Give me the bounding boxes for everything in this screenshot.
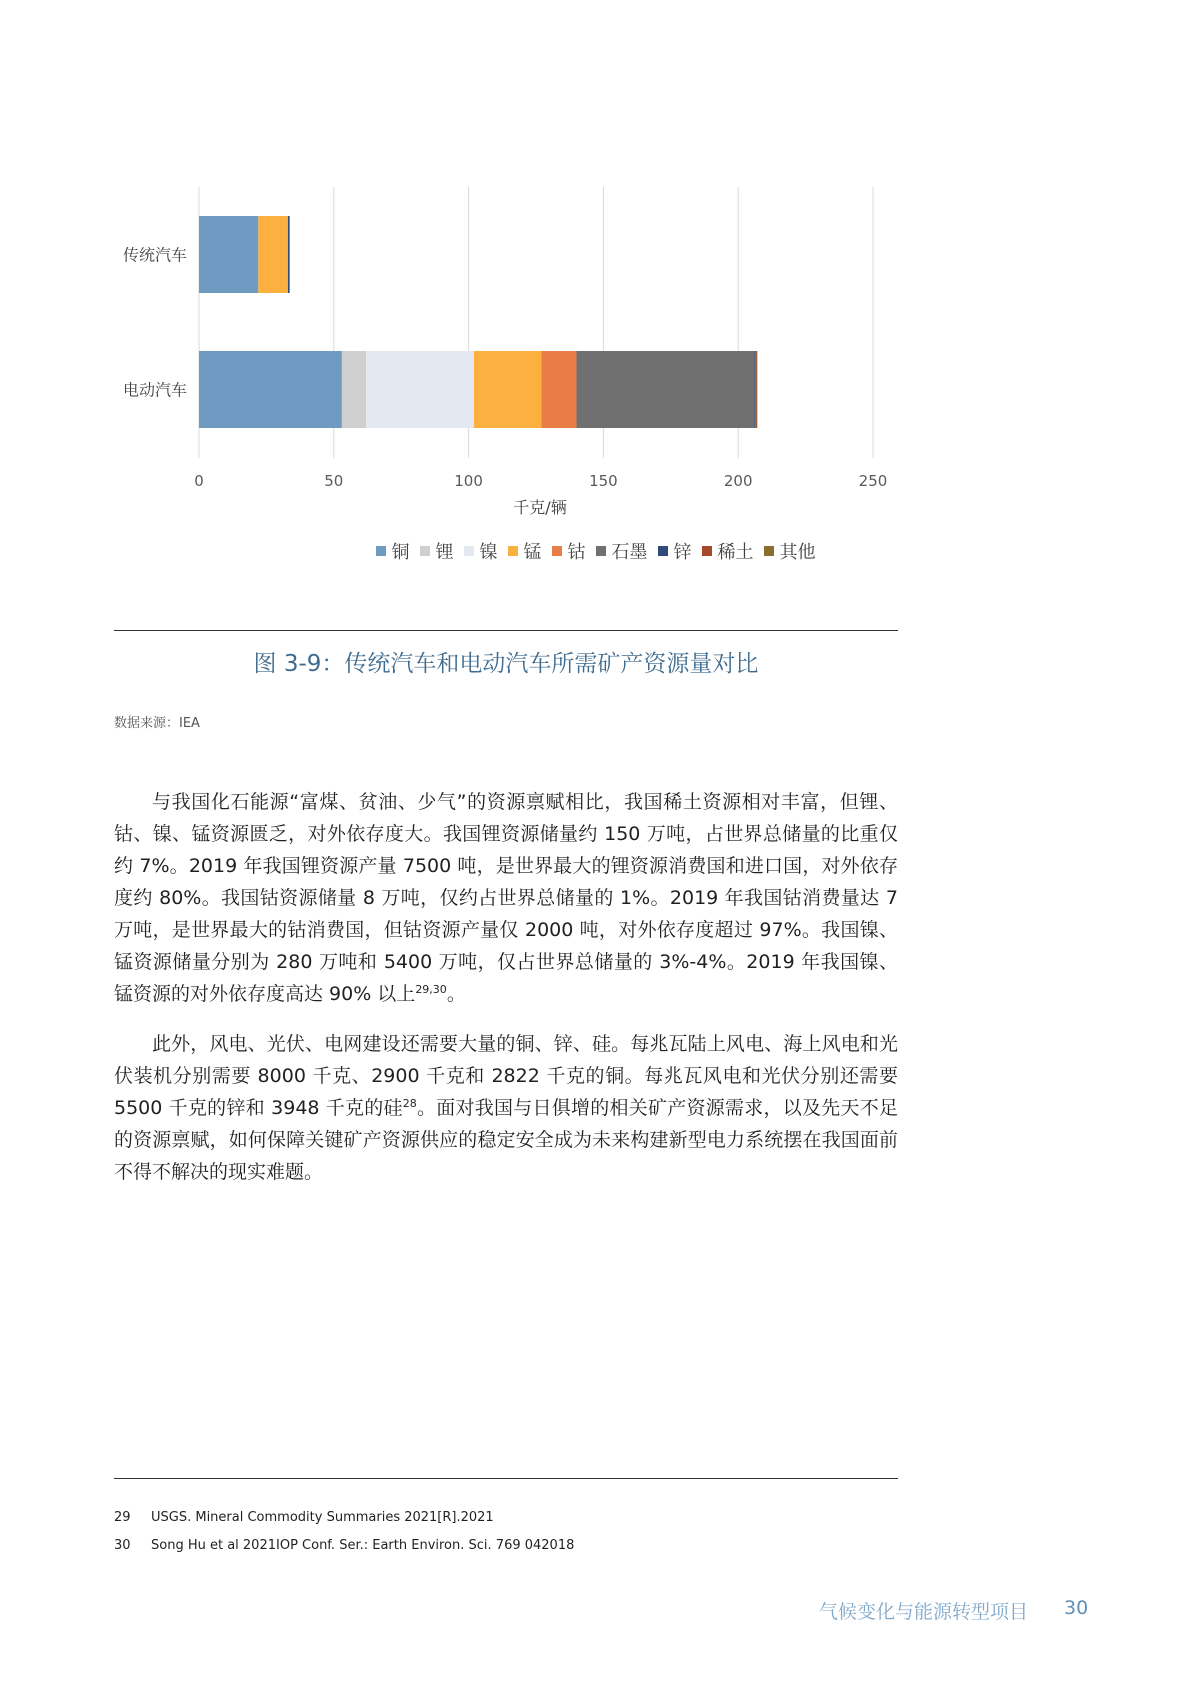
bar-segment: [258, 216, 288, 293]
legend-swatch: [702, 546, 712, 556]
chart-bars: [199, 216, 757, 428]
legend-item: [658, 538, 692, 564]
legend-item: [552, 538, 586, 564]
legend-item: [764, 538, 816, 564]
bar-segment: [288, 216, 289, 293]
bar-segment: [754, 351, 755, 428]
footnote-text: USGS. Mineral Commodity Summaries 2021[R].2021: [151, 1510, 494, 1525]
x-tick-label: 250: [858, 472, 888, 490]
bar-segment: [755, 351, 756, 428]
legend-label: 镍: [479, 542, 498, 563]
bar-segment: [576, 351, 754, 428]
legend-label: 锰: [523, 542, 542, 563]
bar-segment: [342, 351, 366, 428]
footnote-number: 29: [114, 1510, 131, 1525]
category-label: 传统汽车: [122, 245, 187, 265]
caption-top-rule: [114, 630, 898, 631]
category-labels: [123, 246, 187, 400]
legend-item: [596, 538, 648, 564]
body-paragraph-1: [114, 786, 898, 1010]
paragraph-end: 。面对我国与日俱增的相关矿产资源需求，以及先天不足的资源禀赋，如何保障关键矿产资源供应的稳定安全成为未来构建新型电力系统摆在我国面前不得不解决的现实难题。: [114, 1097, 898, 1183]
x-tick-label: 200: [723, 472, 753, 490]
footnote-text: Song Hu et al 2021IOP Conf. Ser.: Earth Environ. Sci. 769 042018: [151, 1538, 575, 1553]
legend-label: 铜: [391, 542, 410, 563]
figure-source: 数据来源：IEA: [114, 716, 200, 731]
legend-swatch: [764, 546, 774, 556]
bar-segment: [199, 216, 258, 293]
legend-label: 石墨: [611, 542, 648, 563]
paragraph-text: 此外，风电、光伏、电网建设还需要大量的铜、锌、硅。每兆瓦陆上风电、海上风电和光伏装机分别需要 8000 千克、2900 千克和 2822 千克的铜。每兆瓦风电和光伏分别还需要 5500 千克的锌和 3948 千克的硅: [114, 1033, 898, 1119]
bar-segment: [289, 216, 290, 293]
footer-title: 气候变化与能源转型项目: [818, 1601, 1028, 1623]
paragraph-end: 。: [446, 983, 466, 1005]
x-axis-label: 千克/辆: [513, 498, 567, 517]
x-tick-label: 100: [454, 472, 483, 490]
category-label: 电动汽车: [122, 380, 187, 400]
legend-swatch: [464, 546, 474, 556]
legend-item: [376, 538, 410, 564]
citation-ref: 28: [402, 1097, 417, 1110]
footnote-rule: [114, 1478, 898, 1479]
figure-caption: 图 3-9：传统汽车和电动汽车所需矿产资源量对比: [253, 651, 759, 677]
footnote-30: [114, 1538, 574, 1553]
citation-ref: 29,30: [415, 983, 447, 996]
legend-item: [508, 538, 542, 564]
x-tick-label: 0: [194, 472, 204, 490]
legend-swatch: [376, 546, 386, 556]
stacked-bar-chart: [0, 0, 1191, 530]
footnote-number: 30: [114, 1538, 131, 1553]
bar-segment: [757, 351, 758, 428]
bar-segment: [541, 351, 576, 428]
legend-swatch: [658, 546, 668, 556]
bar-segment: [199, 351, 342, 428]
legend-item: [420, 538, 454, 564]
legend-label: 其他: [779, 542, 816, 563]
legend-label: 钴: [567, 542, 586, 563]
legend-label: 锂: [435, 542, 454, 563]
legend-label: 稀土: [717, 542, 754, 563]
footnote-29: [114, 1510, 494, 1525]
x-tick-label: 150: [589, 472, 618, 490]
bar-segment: [366, 351, 474, 428]
body-paragraph-2: [114, 1028, 898, 1188]
bar-segment: [474, 351, 541, 428]
legend-swatch: [596, 546, 606, 556]
x-tick-labels: [194, 472, 887, 490]
legend-item: [464, 538, 498, 564]
x-tick-label: 50: [324, 472, 344, 490]
chart-legend: [0, 538, 1191, 564]
page-number: 30: [1064, 1597, 1089, 1619]
legend-label: 锌: [673, 542, 692, 563]
legend-swatch: [508, 546, 518, 556]
legend-swatch: [552, 546, 562, 556]
paragraph-text: 与我国化石能源“富煤、贫油、少气”的资源禀赋相比，我国稀土资源相对丰富，但锂、钴、镍、锰资源匮乏，对外依存度大。我国锂资源储量约 150 万吨，占世界总储量的比重仅约 7%。2019 年我国锂资源产量 7500 吨，是世界最大的锂资源消费国和进口国，对外依存度约 80%。我国钴资源储量 8 万吨，仅约占世界总储量的 1%。2019 年我国钴消费量达 7 万吨，是世界最大的钴消费国，但钴资源产量仅 2000 吨，对外依存度超过 97%。我国镍、锰资源储量分别为 280 万吨和 5400 万吨，仅占世界总储量的 3%-4%。2019 年我国镍、锰资源的对外依存度高达 90% 以上: [114, 791, 898, 1005]
legend-item: [702, 538, 754, 564]
legend-swatch: [420, 546, 430, 556]
